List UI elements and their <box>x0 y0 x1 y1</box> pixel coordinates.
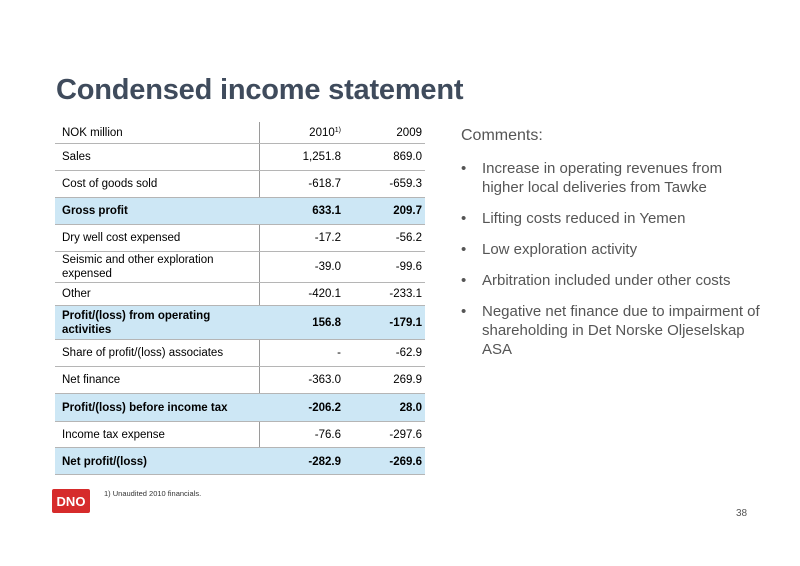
comment-text: Low exploration activity <box>482 241 638 258</box>
row-label: Net finance <box>62 374 121 386</box>
bullet-icon: • <box>461 303 467 320</box>
header-col-2009: 2009 <box>396 126 422 139</box>
footnote: 1) Unaudited 2010 financials. <box>104 489 202 498</box>
table-row <box>55 197 425 224</box>
row-label: Income tax expense <box>62 428 165 441</box>
row-value-2009: 28.0 <box>399 401 422 414</box>
row-label: Profit/(loss) from operating activities <box>62 309 211 336</box>
header-label: NOK million <box>62 126 123 139</box>
comment-text: Increase in operating revenues from higher local deliveries from Tawke <box>482 160 723 196</box>
table-bottom-border <box>55 474 425 475</box>
row-label: Share of profit/(loss) associates <box>62 347 224 359</box>
table-row <box>55 143 425 170</box>
row-label: Seismic and other exploration expensed <box>62 254 214 280</box>
row-value-2010: 156.8 <box>312 316 341 329</box>
header-col-2010: 2010 $^{1)}$ <box>309 126 341 139</box>
row-value-2009: -62.9 <box>395 347 422 359</box>
row-value-2010: - <box>337 347 341 359</box>
page-number: 38 <box>736 508 748 519</box>
comment-text: Lifting costs reduced in Yemen <box>482 210 686 227</box>
table-row <box>55 447 425 475</box>
row-label: Sales <box>62 151 91 163</box>
row-label: Dry well cost expensed <box>62 232 181 244</box>
comments-panel <box>461 127 761 371</box>
table-header-row <box>55 122 425 143</box>
comment-text: Negative net finance due to impairment of shareholding in Det Norske Oljeselskap ASA <box>482 303 760 358</box>
row-value-2010: -282.9 <box>308 455 341 468</box>
row-value-2010: -420.1 <box>308 288 341 300</box>
table-row <box>55 282 425 305</box>
row-value-2009: 209.7 <box>393 205 422 217</box>
row-value-2010: -39.0 <box>314 261 341 273</box>
comments-heading: Comments: <box>461 127 543 144</box>
logo-text: DNO <box>56 494 86 509</box>
bullet-icon: • <box>461 272 467 289</box>
page-title: Condensed income statement <box>56 74 464 106</box>
bullet-icon: • <box>461 210 467 227</box>
comment-item <box>461 209 761 228</box>
dno-logo-icon <box>52 489 90 513</box>
bullet-icon: • <box>461 160 467 177</box>
table-row <box>55 224 425 251</box>
comment-item <box>461 240 761 259</box>
table-row <box>55 393 425 421</box>
row-label: Other <box>62 288 91 300</box>
table-row <box>55 421 425 447</box>
bullet-icon: • <box>461 241 467 258</box>
row-value-2009: -269.6 <box>389 455 422 468</box>
table-row <box>55 305 425 339</box>
row-value-2009: -179.1 <box>389 316 422 329</box>
table-row <box>55 170 425 197</box>
row-label: Profit/(loss) before income tax <box>62 401 228 414</box>
row-value-2009: -297.6 <box>389 428 422 441</box>
row-value-2009: -233.1 <box>389 288 422 300</box>
row-value-2010: -618.7 <box>308 178 341 190</box>
row-value-2010: -206.2 <box>308 401 341 414</box>
row-value-2009: -56.2 <box>395 232 422 244</box>
row-value-2010: 633.1 <box>312 205 341 217</box>
row-label: Cost of goods sold <box>62 178 158 190</box>
row-value-2010: 1,251.8 <box>302 151 341 163</box>
row-value-2009: 869.0 <box>393 151 422 163</box>
table-row <box>55 251 425 282</box>
comment-item <box>461 159 761 197</box>
row-value-2010: -17.2 <box>314 232 341 244</box>
comment-text: Arbitration included under other costs <box>482 272 731 289</box>
row-label: Gross profit <box>62 205 128 217</box>
row-label: Net profit/(loss) <box>62 455 147 468</box>
row-value-2010: -76.6 <box>314 428 341 441</box>
row-value-2010: -363.0 <box>308 374 341 386</box>
row-value-2009: 269.9 <box>393 374 422 386</box>
table-row <box>55 366 425 393</box>
comments-list <box>461 159 761 359</box>
table-row <box>55 339 425 366</box>
row-value-2009: -659.3 <box>389 178 422 190</box>
row-value-2009: -99.6 <box>395 261 422 273</box>
comment-item <box>461 302 761 359</box>
comment-item <box>461 271 761 290</box>
